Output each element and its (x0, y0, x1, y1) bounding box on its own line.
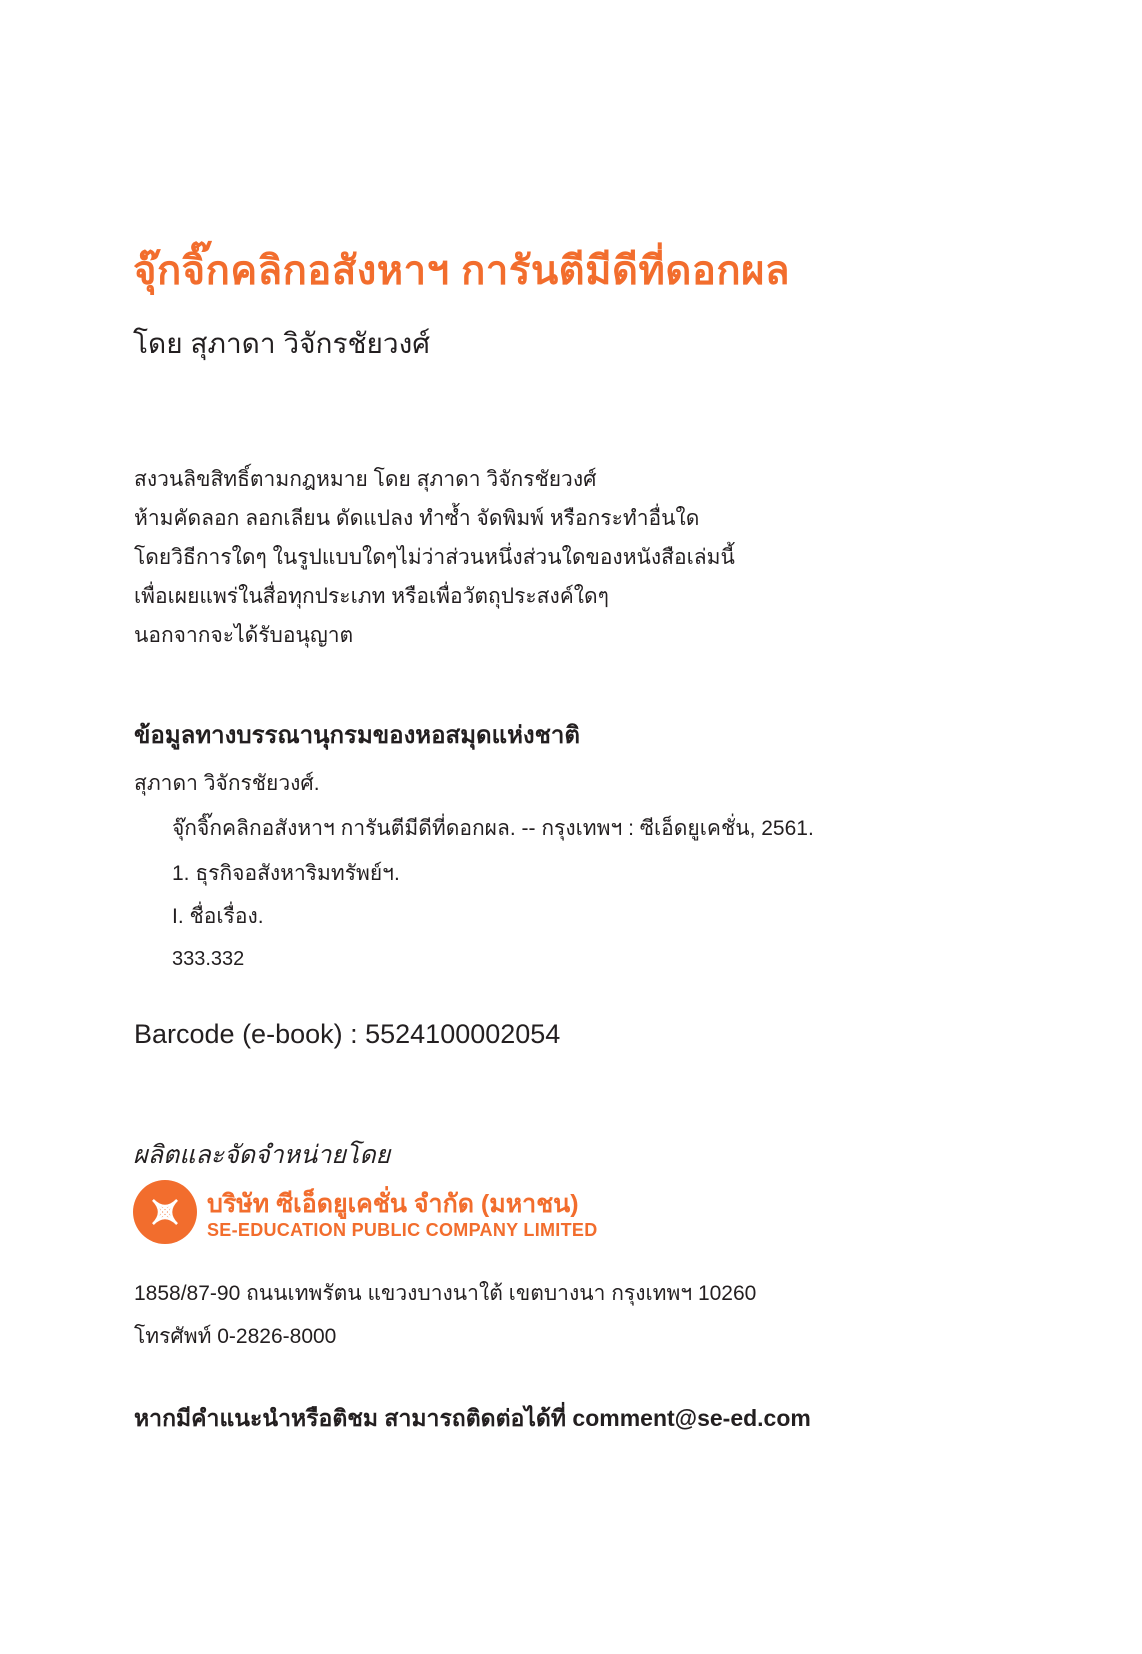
copyright-line: โดยวิธีการใดๆ ในรูปแบบใดๆไม่ว่าส่วนหนึ่งส่วนใดของหนังสือเล่มนี้ (134, 546, 735, 569)
cip-author: สุภาดา วิจักรชัยวงศ์. (134, 772, 320, 795)
book-title: จุ๊กจิ๊กคลิกอสังหาฯ การันตีมีดีที่ดอกผล (133, 249, 791, 293)
feedback-contact: หากมีคำแนะนำหรือติชม สามารถติดต่อได้ที่ comment@se-ed.com (134, 1405, 811, 1431)
copyright-line: นอกจากจะได้รับอนุญาต (134, 624, 354, 647)
cip-title-entry: I. ชื่อเรื่อง. (172, 905, 264, 928)
publisher-name-en: SE-EDUCATION PUBLIC COMPANY LIMITED (207, 1220, 598, 1240)
publisher-name-th: บริษัท ซีเอ็ดยูเคชั่น จำกัด (มหาชน) (207, 1190, 579, 1218)
publisher-phone: โทรศัพท์ 0-2826-8000 (134, 1325, 337, 1348)
publisher-address: 1858/87-90 ถนนเทพรัตน แขวงบางนาใต้ เขตบางนา กรุงเทพฯ 10260 (134, 1282, 757, 1305)
copyright-line: สงวนลิขสิทธิ์ตามกฎหมาย โดย สุภาดา วิจักรชัยวงศ์ (134, 468, 597, 491)
barcode-number: Barcode (e-book) : 5524100002054 (134, 1019, 561, 1049)
copyright-notice (134, 460, 735, 655)
cip-classification: 333.332 (172, 948, 245, 970)
copyright-line: ห้ามคัดลอก ลอกเลียน ดัดแปลง ทำซ้ำ จัดพิมพ์ หรือกระทำอื่นใด (134, 507, 700, 530)
copyright-line: เพื่อเผยแพร่ในสื่อทุกประเภท หรือเพื่อวัตถุประสงค์ใดๆ (134, 585, 609, 608)
author-line: โดย สุภาดา วิจักรชัยวงศ์ (133, 328, 431, 359)
produced-by-label: ผลิตและจัดจำหน่ายโดย (133, 1141, 391, 1169)
cip-entry: จุ๊กจิ๊กคลิกอสังหาฯ การันตีมีดีที่ดอกผล. -- กรุงเทพฯ : ซีเอ็ดยูเคชั่น, 2561. (172, 817, 814, 840)
se-ed-logo-icon (133, 1180, 197, 1244)
cip-heading: ข้อมูลทางบรรณานุกรมของหอสมุดแห่งชาติ (134, 722, 580, 749)
cip-subject: 1. ธุรกิจอสังหาริมทรัพย์ฯ. (172, 862, 400, 885)
